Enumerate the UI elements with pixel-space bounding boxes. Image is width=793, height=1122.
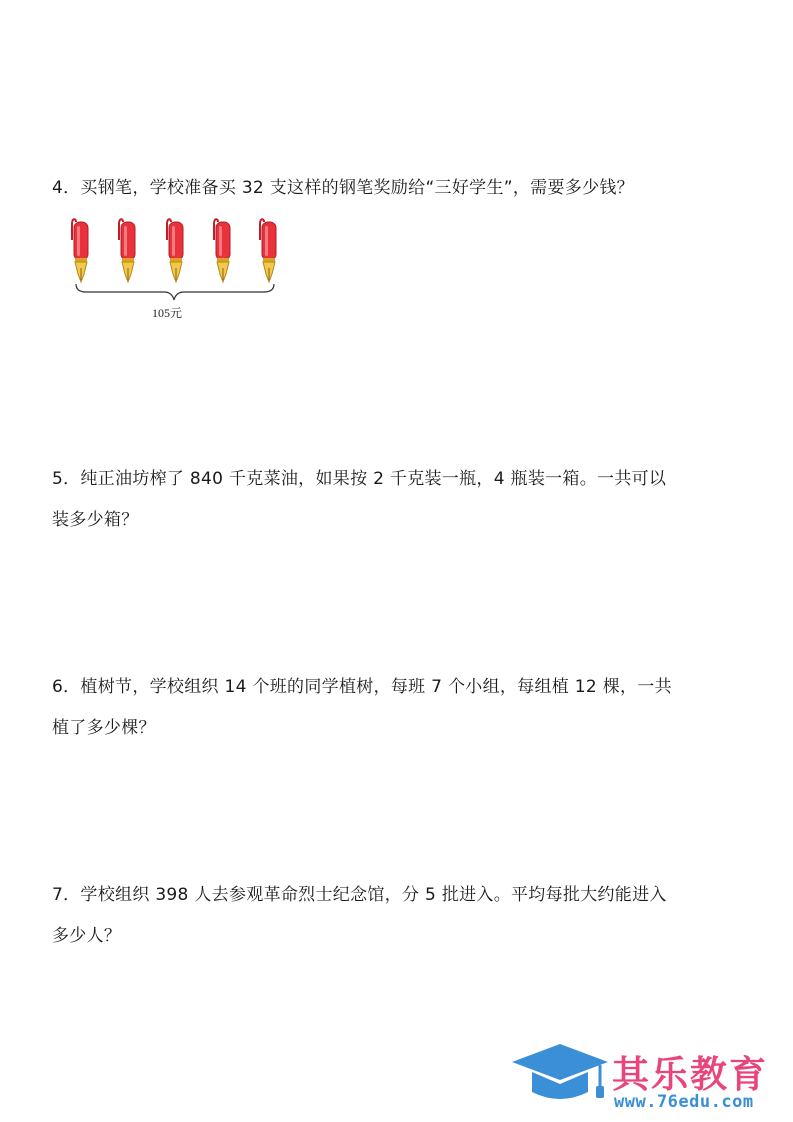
brand-logo [508, 1040, 788, 1116]
brace [76, 284, 274, 300]
question-text-line: 7．学校组织 398 人去参观革命烈士纪念馆，分 5 批进入。平均每批大约能进入 [52, 885, 667, 905]
fountain-pen-icon [260, 219, 276, 282]
question-7 [52, 875, 752, 957]
question-text-line: 多少人？ [52, 926, 122, 946]
graduation-cap-icon [508, 1040, 612, 1116]
logo-url: www.76edu.com [614, 1092, 754, 1112]
question-5 [52, 459, 752, 541]
question-4 [52, 168, 752, 209]
fountain-pen-icon [167, 219, 183, 282]
question-text-line: 装多少箱？ [52, 510, 139, 530]
fountain-pen-icon [214, 219, 230, 282]
question-text-line: 植了多少棵？ [52, 718, 156, 738]
question-6 [52, 667, 752, 749]
price-label: 105元 [152, 306, 183, 320]
logo-name: 其乐教育 [612, 1053, 768, 1096]
question-text-line: 5．纯正油坊榨了 840 千克菜油，如果按 2 千克装一瓶，4 瓶装一箱。一共可以 [52, 469, 667, 489]
pens-illustration [68, 214, 283, 314]
fountain-pen-icon [72, 219, 88, 282]
question-text-line: 6．植树节，学校组织 14 个班的同学植树，每班 7 个小组，每组植 12 棵，一共 [52, 677, 672, 697]
question-text-line: 4．买钢笔，学校准备买 32 支这样的钢笔奖励给“三好学生”，需要多少钱？ [52, 178, 634, 198]
pen-figure [68, 214, 283, 324]
fountain-pen-icon [119, 219, 135, 282]
